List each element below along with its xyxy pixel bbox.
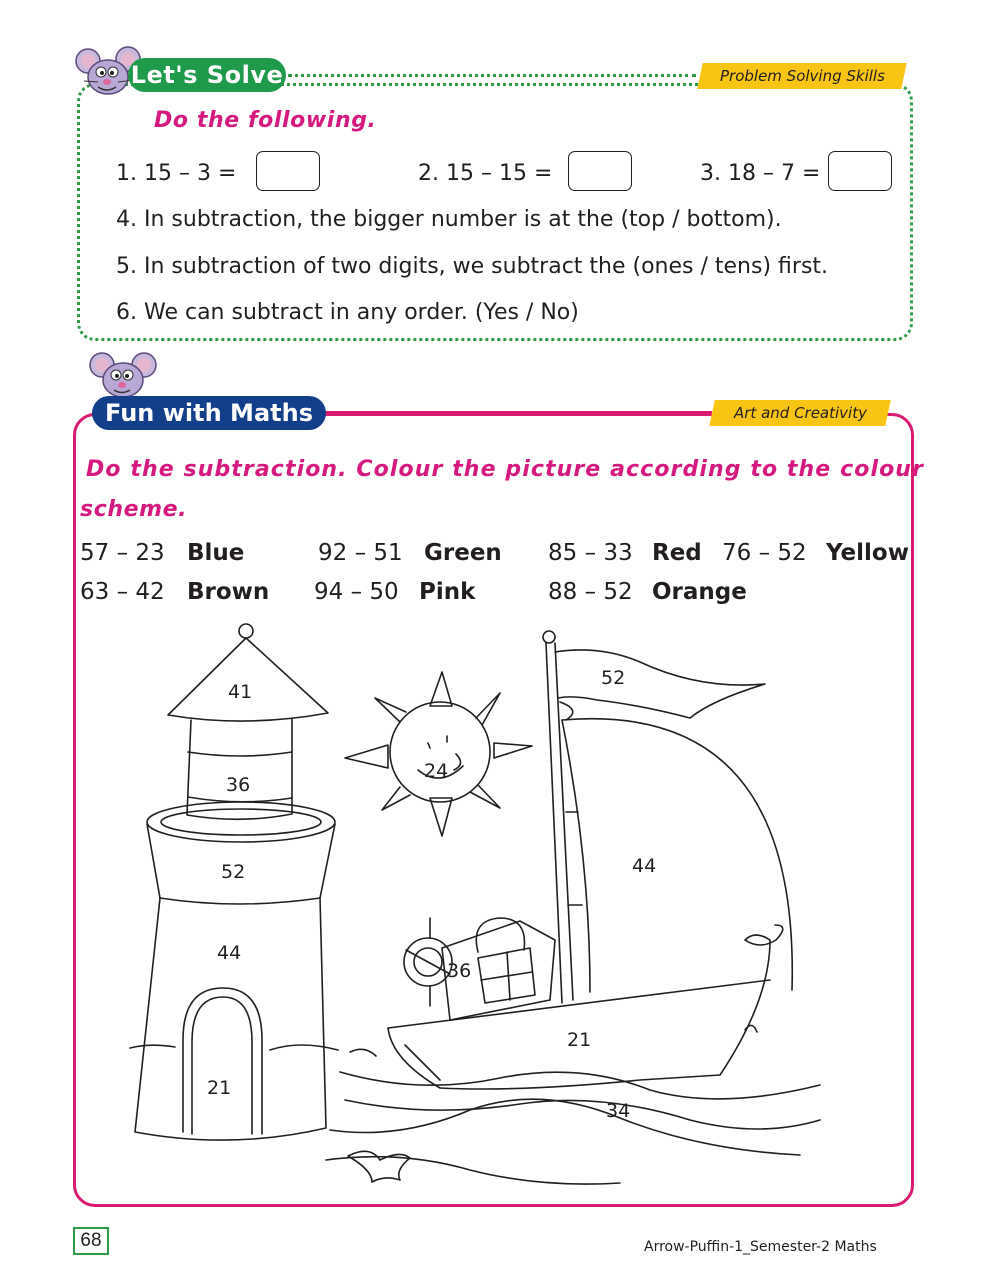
scheme-expr-green: 92 – 51 xyxy=(318,540,403,566)
num-tower-body: 44 xyxy=(217,942,242,964)
num-hull: 21 xyxy=(567,1029,592,1051)
scheme-color-pink: Pink xyxy=(419,579,476,605)
question-1: 1. 15 – 3 = xyxy=(116,161,237,186)
num-cabin: 36 xyxy=(447,960,472,982)
scheme-color-yellow: Yellow xyxy=(826,540,909,566)
sun xyxy=(345,672,532,836)
section2-instruction-line2: scheme. xyxy=(80,497,188,522)
num-sail: 44 xyxy=(632,855,657,877)
scheme-color-orange: Orange xyxy=(652,579,747,605)
section2-instruction-line1: Do the subtraction. Colour the picture according to the colour xyxy=(86,457,925,482)
statement-6: 6. We can subtract in any order. (Yes / No) xyxy=(116,300,579,325)
num-balcony: 52 xyxy=(221,861,246,883)
page-number: 68 xyxy=(73,1227,109,1255)
num-door: 21 xyxy=(207,1077,232,1099)
statement-4: 4. In subtraction, the bigger number is at the (top / bottom). xyxy=(116,207,782,232)
section1-instruction: Do the following. xyxy=(154,108,377,133)
scheme-color-green: Green xyxy=(424,540,502,566)
num-sun: 24 xyxy=(424,760,449,782)
num-tower-band: 36 xyxy=(226,774,251,796)
book-title: Arrow-Puffin-1_Semester-2 Maths xyxy=(644,1239,877,1255)
question-3: 3. 18 – 7 = xyxy=(700,161,821,186)
num-roof: 41 xyxy=(228,681,253,703)
statement-5: 5. In subtraction of two digits, we subtract the (ones / tens) first. xyxy=(116,254,829,279)
scheme-color-brown: Brown xyxy=(187,579,270,605)
num-water: 34 xyxy=(606,1100,631,1122)
scheme-color-red: Red xyxy=(652,540,702,566)
num-flag: 52 xyxy=(601,667,626,689)
problem-solving-tag-label: Problem Solving Skills xyxy=(719,67,885,85)
scheme-expr-brown: 63 – 42 xyxy=(80,579,165,605)
question-2: 2. 15 – 15 = xyxy=(418,161,553,186)
sailboat xyxy=(350,631,792,1089)
sea-waves xyxy=(326,1072,820,1184)
fun-with-maths-heading: Fun with Maths xyxy=(92,396,326,430)
scheme-expr-pink: 94 – 50 xyxy=(314,579,399,605)
scheme-expr-blue: 57 – 23 xyxy=(80,540,165,566)
lets-solve-heading: Let's Solve xyxy=(128,58,286,92)
scheme-expr-red: 85 – 33 xyxy=(548,540,633,566)
scheme-expr-orange: 88 – 52 xyxy=(548,579,633,605)
scheme-expr-yellow: 76 – 52 xyxy=(722,540,807,566)
art-creativity-tag-label: Art and Creativity xyxy=(733,404,867,422)
scheme-color-blue: Blue xyxy=(187,540,245,566)
